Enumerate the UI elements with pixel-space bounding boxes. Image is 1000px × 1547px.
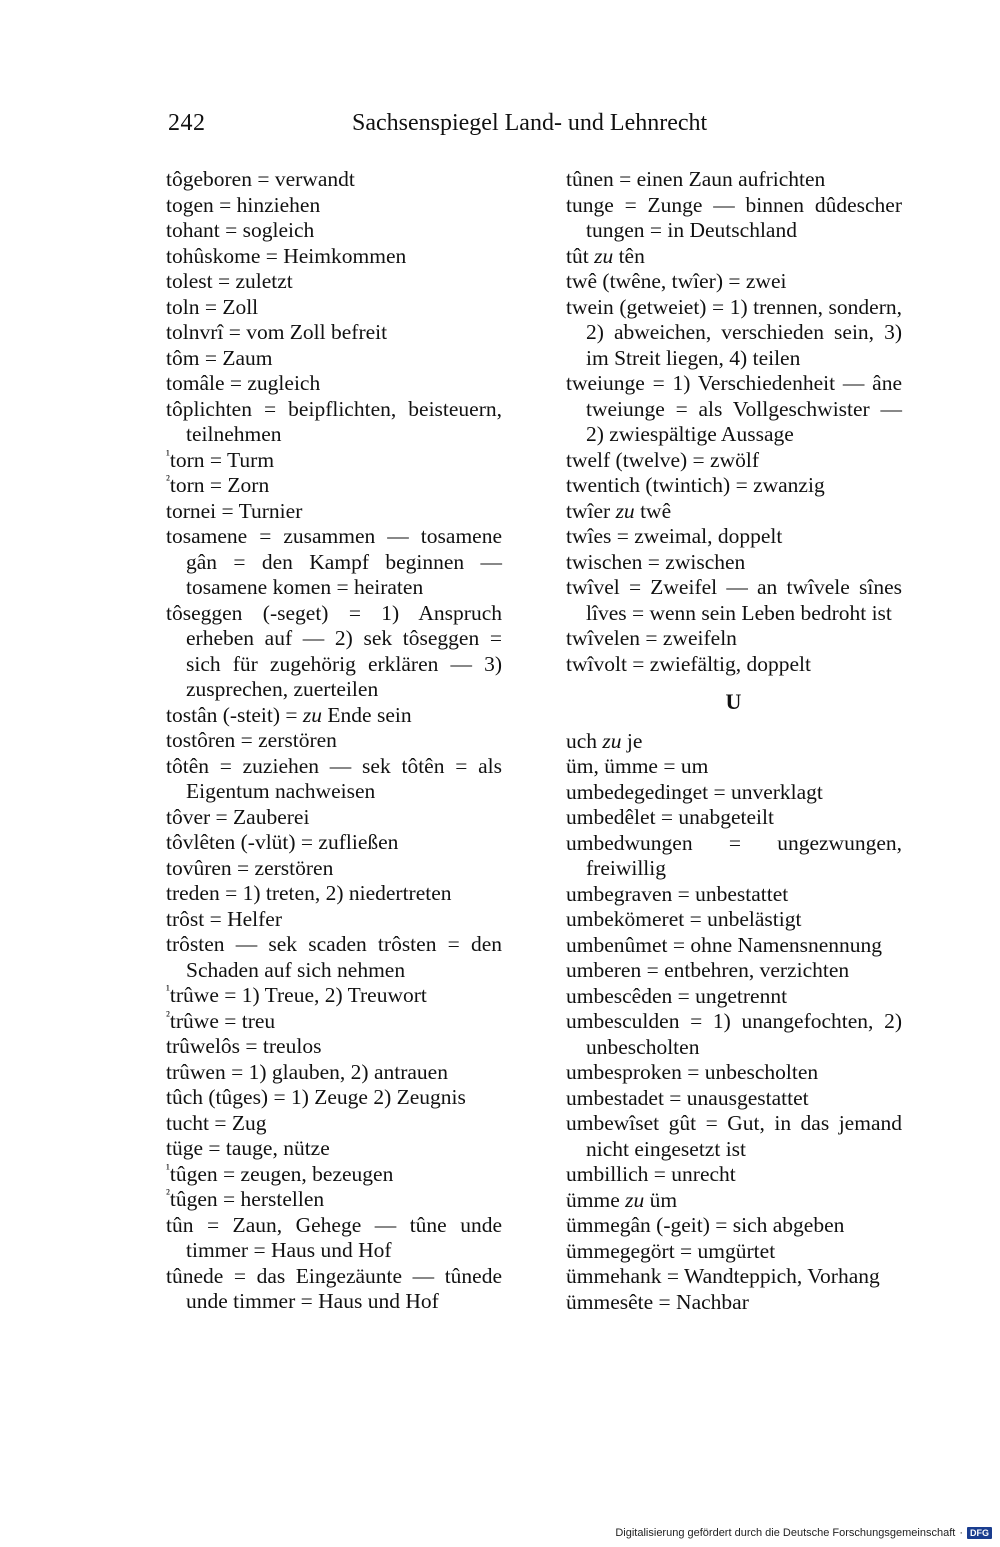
- dictionary-entry: tôplichten = beipflichten, beisteuern, teilnehmen: [166, 396, 502, 446]
- dictionary-entry: tôtên = zuziehen — sek tôtên = als Eigentum nachweisen: [166, 753, 502, 803]
- dictionary-entry: $^{^2}$torn = Zorn: [166, 471, 270, 497]
- dictionary-entry: umbewîset gût = Gut, in das jemand nicht eingesetzt ist: [566, 1111, 902, 1161]
- dictionary-entry: twîvolt = zwiefältig, doppelt: [566, 651, 811, 676]
- footer: [615, 1527, 992, 1539]
- dictionary-entry: umberen = entbehren, verzichten: [566, 958, 850, 982]
- dictionary-entry: treden = 1) treten, 2) niedertreten: [166, 881, 452, 905]
- section-letter: U: [725, 689, 743, 714]
- dictionary-entry: trôsten — sek scaden trôsten = den Schaden auf sich nehmen: [166, 932, 502, 982]
- dictionary-entry: ümme zu üm: [566, 1187, 678, 1212]
- right-column: [566, 167, 902, 1315]
- footer-text: Digitalisierung gefördert durch die Deutsche Forschungsgemeinschaft: [615, 1527, 956, 1539]
- dictionary-entry: ümmegân (-geit) = sich abgeben: [566, 1213, 845, 1237]
- footer-separator: ·: [959, 1527, 963, 1539]
- dictionary-entry: twîvel = Zweifel — an twîvele sînes lîves = wenn sein Leben bedroht ist: [566, 575, 902, 625]
- dictionary-entry: ümmesête = Nachbar: [566, 1289, 749, 1314]
- dictionary-entry: trûwelôs = treulos: [166, 1034, 322, 1058]
- dictionary-entry: üm, ümme = um: [566, 754, 709, 778]
- dictionary-entry: tôgeboren = verwandt: [166, 167, 355, 191]
- dictionary-entry: tolest = zuletzt: [166, 269, 293, 293]
- dictionary-entry: $^{^1}$trûwe = 1) Treue, 2) Treuwort: [166, 981, 427, 1007]
- dictionary-entry: ümmehank = Wandteppich, Vorhang: [566, 1264, 880, 1288]
- page-number: 242: [168, 110, 206, 136]
- dictionary-entry: tosamene = zusammen — tosamene gân = den Kampf beginnen — tosamene komen = heiraten: [166, 524, 502, 599]
- dictionary-entry: $^{^2}$trûwe = treu: [166, 1007, 276, 1033]
- dictionary-entry: umbesproken = unbescholten: [566, 1060, 819, 1084]
- dictionary-entry: tûnede = das Eingezäunte — tûnede unde timmer = Haus und Hof: [166, 1263, 502, 1313]
- dictionary-entry: umbekömeret = unbelästigt: [566, 907, 802, 931]
- dictionary-entry: tunge = Zunge — binnen dûdescher tungen = in Deutschland: [566, 192, 902, 242]
- dictionary-entry: trûwen = 1) glauben, 2) antrauen: [166, 1059, 448, 1084]
- dictionary-entry: umbesculden = 1) unangefochten, 2) unbescholten: [566, 1009, 902, 1059]
- dfg-logo: DFG: [967, 1527, 992, 1539]
- dictionary-entry: twîes = zweimal, doppelt: [566, 524, 783, 548]
- dictionary-entry: tûnen = einen Zaun aufrichten: [566, 167, 826, 191]
- dictionary-entry: twîer zu twê: [566, 498, 672, 523]
- dictionary-entry: tûn = Zaun, Gehege — tûne unde timmer = Haus und Hof: [166, 1212, 502, 1262]
- dictionary-entry: tomâle = zugleich: [166, 371, 321, 395]
- dictionary-entry: tüge = tauge, nütze: [166, 1136, 330, 1160]
- dictionary-entry: umbegraven = unbestattet: [566, 881, 789, 906]
- dictionary-entry: tôm = Zaum: [166, 345, 273, 370]
- dictionary-entry: twelf (twelve) = zwölf: [566, 447, 760, 472]
- dictionary-entry: tôver = Zauberei: [166, 804, 310, 829]
- dictionary-entry: $^{^1}$torn = Turm: [166, 446, 275, 472]
- dictionary-entry: umbedegedinget = unverklagt: [566, 779, 823, 804]
- dictionary-entry: tût zu tên: [566, 243, 645, 268]
- dictionary-entry: twischen = zwischen: [566, 549, 746, 574]
- dictionary-entry: umbedwungen = ungezwungen, freiwillig: [566, 830, 902, 880]
- entries-t: [566, 167, 902, 677]
- dictionary-entry: toln = Zoll: [166, 294, 259, 319]
- dictionary-entry: uch zu je: [566, 728, 643, 753]
- dictionary-entry: tostân (-steit) = zu Ende sein: [166, 702, 412, 727]
- dictionary-entry: twîvelen = zweifeln: [566, 626, 737, 650]
- dictionary-entry: umbestadet = unausgestattet: [566, 1085, 809, 1110]
- running-title: Sachsenspiegel Land- und Lehnrecht: [352, 110, 708, 136]
- dictionary-entry: tostôren = zerstören: [166, 728, 337, 752]
- dictionary-entry: umbedêlet = unabgeteilt: [566, 805, 774, 829]
- dictionary-entry: $^{^2}$tûgen = herstellen: [166, 1185, 325, 1211]
- left-column: [166, 167, 502, 1315]
- dictionary-entry: umbescêden = ungetrennt: [566, 983, 788, 1008]
- dictionary-entry: togen = hinziehen: [166, 192, 321, 217]
- dictionary-entry: trôst = Helfer: [166, 906, 283, 931]
- dictionary-entry: tohûskome = Heimkommen: [166, 243, 407, 268]
- dictionary-entry: tucht = Zug: [166, 1110, 267, 1135]
- dictionary-entry: ümmegegört = umgürtet: [566, 1238, 776, 1263]
- dictionary-entry: tovûren = zerstören: [166, 855, 334, 880]
- dictionary-entry: umbillich = unrecht: [566, 1162, 736, 1186]
- entries-u: [566, 729, 902, 1316]
- dictionary-entry: tôseggen (-seget) = 1) Anspruch erheben auf — 2) sek tôseggen = sich für zugehörig erklären — 3) zusprechen, zuerteilen: [166, 600, 502, 701]
- dictionary-entry: twein (getweiet) = 1) trennen, sondern, 2) abweichen, verschieden sein, 3) im Streit liegen, 4) teilen: [566, 294, 902, 370]
- dictionary-entry: tohant = sogleich: [166, 218, 315, 242]
- dictionary-entry: twê (twêne, twîer) = zwei: [566, 269, 787, 293]
- dictionary-entry: tornei = Turnier: [166, 498, 303, 523]
- dictionary-entry: tweiunge = 1) Verschiedenheit — âne tweiunge = als Vollgeschwister — 2) zwiespältige Aussage: [566, 371, 902, 446]
- dictionary-entry: tôvlêten (-vlüt) = zufließen: [166, 830, 399, 854]
- dictionary-entry: tolnvrî = vom Zoll befreit: [166, 320, 388, 344]
- dictionary-entry: $^{^1}$tûgen = zeugen, bezeugen: [166, 1160, 394, 1186]
- dictionary-entry: twentich (twintich) = zwanzig: [566, 473, 825, 497]
- dictionary-entry: umbenûmet = ohne Namensnennung: [566, 932, 883, 957]
- dictionary-entry: tûch (tûges) = 1) Zeuge 2) Zeugnis: [166, 1085, 466, 1109]
